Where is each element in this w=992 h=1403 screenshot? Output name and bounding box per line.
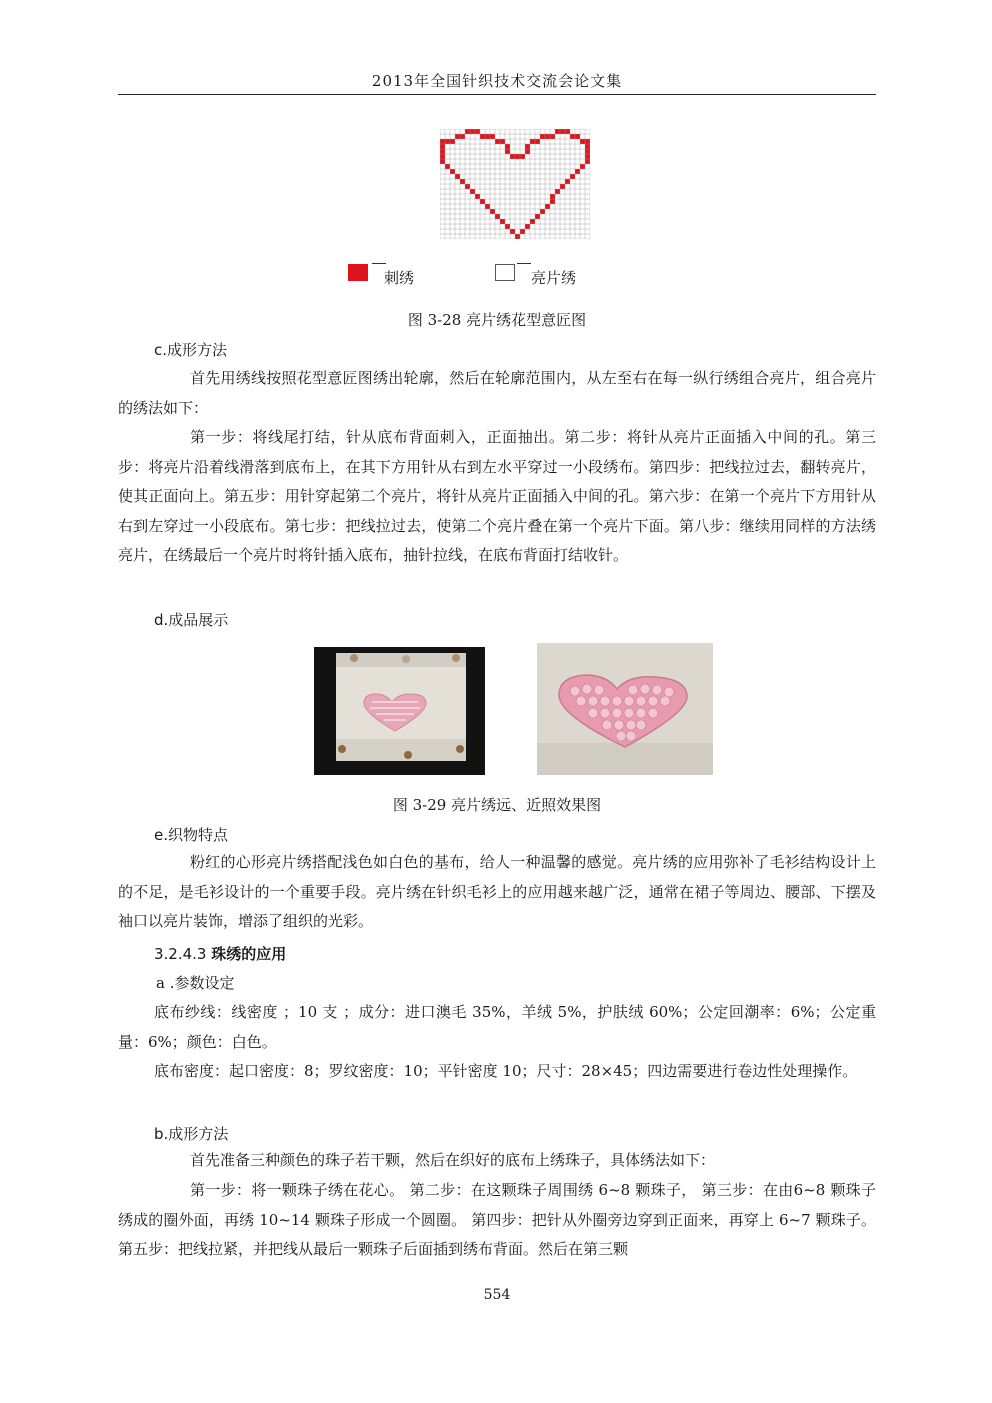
heart-grid-svg [440,129,590,239]
embroidery-cell [450,169,455,174]
embroidery-cell [570,134,575,139]
embroidery-cell [575,169,580,174]
embroidery-cell [505,224,510,229]
embroidery-cell [475,129,480,134]
legend-label-sequin: 亮片绣 [531,269,577,287]
embroidery-cell [440,144,445,149]
embroidery-cell [585,154,590,159]
embroidery-cell [485,134,490,139]
embroidery-cell [440,154,445,159]
embroidery-cell [585,139,590,144]
subsection-a-heading: a .参数设定 [156,974,235,992]
embroidery-cell [525,224,530,229]
embroidery-cell [585,149,590,154]
figure-3-29-caption: 图 3-29 亮片绣远、近照效果图 [392,796,602,814]
embroidery-cell [550,199,555,204]
legend-red-swatch [348,264,368,281]
running-header: 2013年全国针织技术交流会论文集 [371,72,623,90]
embroidery-cell [575,134,580,139]
photo-close-svg [537,643,713,775]
embroidery-cell [460,179,465,184]
embroidery-cell [480,134,485,139]
section-d-heading: d.成品展示 [154,611,229,629]
embroidery-cell [530,139,535,144]
section-c-heading: c.成形方法 [154,341,228,359]
section-c-intro: 首先用绣线按照花型意匠图绣出轮廓，然后在轮廓范围内，从左至右在每一纵行绣组合亮片，组合亮片的绣法如下： [118,369,876,417]
embroidery-cell [455,174,460,179]
embroidery-cell [485,204,490,209]
embroidery-cell [570,174,575,179]
embroidery-cell [505,144,510,149]
embroidery-cell [560,184,565,189]
embroidery-cell [475,194,480,199]
embroidery-cell [535,139,540,144]
embroidery-cell [550,194,555,199]
embroidery-cell [525,144,530,149]
heart-grid-pattern [440,129,590,239]
embroidery-cell [510,229,515,234]
section-e-body: 粉红的心形亮片绣搭配浅色如白色的基布，给人一种温馨的感觉。亮片绣的应用弥补了毛衫结构设计上的不足，是毛衫设计的一个重要手段。亮片绣在针织毛衫上的应用越来越广泛，通常在裙子等周边、腰部、下摆及袖口以亮片装饰，增添了组织的光彩。 [118,853,876,931]
embroidery-cell [450,139,455,144]
subsection-b-intro: 首先准备三种颜色的珠子若干颗，然后在织好的底布上绣珠子，具体绣法如下： [190,1151,716,1169]
embroidery-cell [460,134,465,139]
embroidery-cell [455,134,460,139]
embroidery-cell [520,229,525,234]
embroidery-cell [585,159,590,164]
figure-3-28-caption: 图 3-28 亮片绣花型意匠图 [407,311,587,329]
embroidery-cell [565,129,570,134]
section-title: 珠绣的应用 [211,945,287,963]
embroidery-cell [490,209,495,214]
embroidery-cell [500,219,505,224]
embroidery-cell [540,134,545,139]
embroidery-cell [515,154,520,159]
embroidery-cell [530,219,535,224]
legend-white-swatch [495,264,515,281]
embroidery-cell [565,179,570,184]
embroidery-cell [560,129,565,134]
header-rule [118,94,876,95]
embroidery-cell [490,134,495,139]
embroidery-cell [440,139,445,144]
photo-distant-svg [314,647,485,775]
legend-dash [517,263,531,264]
photo-distant-view [314,647,485,779]
section-number: 3.2.4.3 [154,945,212,963]
embroidery-cell [580,164,585,169]
legend-label-embroidery: 刺绣 [384,269,415,287]
embroidery-cell [440,149,445,154]
embroidery-cell [535,214,540,219]
subsection-b-steps: 第一步：将一颗珠子绣在花心。 第二步：在这颗珠子周围绣 6~8 颗珠子， 第三步：在由6~8 颗珠子绣成的圈外面，再绣 10~14 颗珠子形成一个圆圈。 第四步：把针从外圈旁边穿到正面来，再穿上 6~7 颗珠子。 第五步：把线拉紧，并把线从最后一颗珠子后面插到绣布背面。然后在第三颗 [118,1181,876,1259]
embroidery-cell [545,204,550,209]
yarn-parameters: 底布纱线：线密度 ；10 支 ；成分：进口澳毛 35%，羊绒 5%，护肤绒 60%；公定回潮率：6%；公定重量：6%；颜色：白色。 [118,1003,876,1051]
embroidery-cell [445,164,450,169]
subsection-b-heading: b.成形方法 [154,1125,229,1143]
embroidery-cell [495,139,500,144]
section-3243-heading [154,943,286,964]
embroidery-cell [520,154,525,159]
embroidery-cell [465,129,470,134]
embroidery-cell [550,134,555,139]
embroidery-cell [515,234,520,239]
embroidery-cell [585,144,590,149]
embroidery-cell [470,189,475,194]
embroidery-cell [580,139,585,144]
embroidery-cell [555,129,560,134]
section-e-heading: e.织物特点 [154,826,228,844]
embroidery-cell [540,209,545,214]
embroidery-cell [465,184,470,189]
embroidery-cell [505,149,510,154]
embroidery-cell [445,139,450,144]
embroidery-cell [555,189,560,194]
embroidery-cell [500,139,505,144]
embroidery-cell [525,149,530,154]
embroidery-cell [440,159,445,164]
embroidery-cell [495,214,500,219]
embroidery-cell [470,129,475,134]
embroidery-cell [480,199,485,204]
embroidery-cell [545,134,550,139]
photo-close-up-view [537,643,713,779]
section-c-steps: 第一步：将线尾打结，针从底布背面刺入，正面抽出。第二步：将针从亮片正面插入中间的孔。第三步：将亮片沿着线滑落到底布上，在其下方用针从右到左水平穿过一小段绣布。第四步：把线拉过去，翻转亮片，使其正面向上。第五步：用针穿起第二个亮片，将针从亮片正面插入中间的孔。第六步：在第一个亮片下方用针从右到左穿过一小段底布。第七步：把线拉过去，使第二个亮片叠在第一个亮片下面。第八步：继续用同样的方法绣亮片，在绣最后一个亮片时将针插入底布，抽针拉线，在底布背面打结收针。 [118,428,876,565]
embroidery-cell [510,154,515,159]
page-number: 554 [483,1287,511,1303]
legend-dash [372,263,386,264]
fabric-density: 底布密度：起口密度：8；罗纹密度：10；平针密度 10；尺寸：28×45；四边需要进行卷边性处理操作。 [154,1062,858,1080]
